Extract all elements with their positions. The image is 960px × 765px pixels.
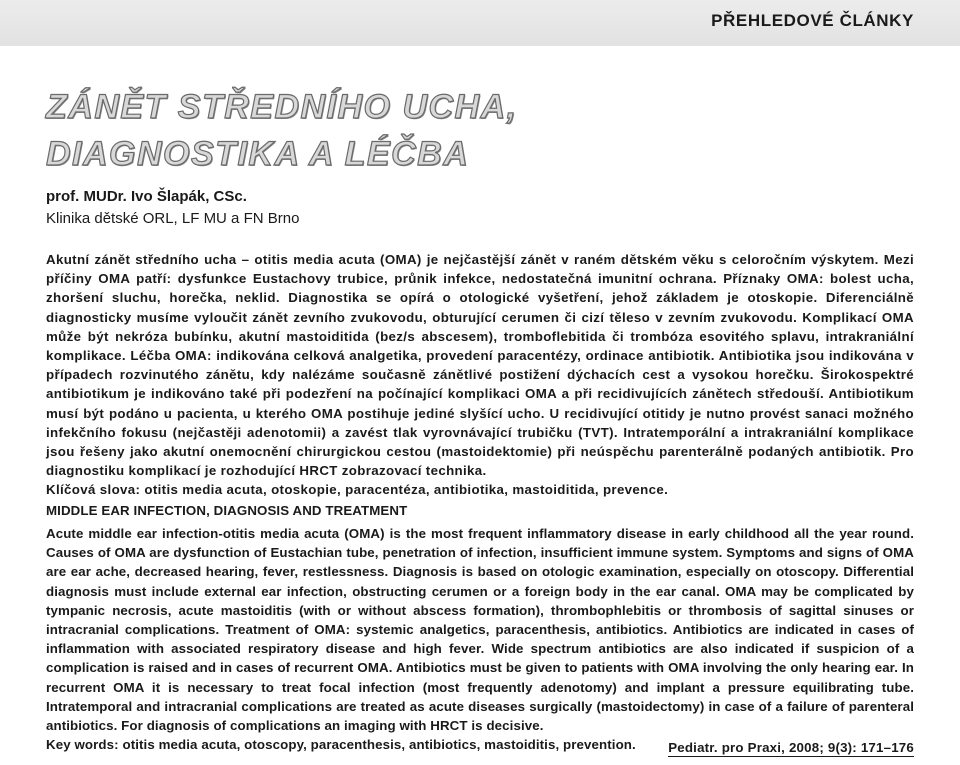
journal-citation: Pediatr. pro Praxi, 2008; 9(3): 171–176	[668, 740, 914, 755]
abstract-english-text: Acute middle ear infection-otitis media acuta (OMA) is the most frequent inflammatory disease in early childhood all the year round. Causes of OMA are dysfunction of Eustachian tube, penetration of infection, insufficient immune system. Symptoms and signs of OMA are ear ache, decreased hearing, fever, restlessness. Diagnosis is based on otologic examination, especially on otoscopy. Differential diagnosis must include external ear infection, obstructing cerumen or a foreign body in the ear canal. OMA may be complicated by tympanic necrosis, acute mastoiditis (with or without abscess formation), thrombophlebitis or thrombosis of sagittal sinuses or intracranial complications. Treatment of OMA: systemic analgetics, paracenthesis, antibiotics. Antibiotics are indicated in cases of inflammation with associated respiratory disease and high fever. Wide spectrum antibiotics are also indicated if suspicion of a complication is raised and in cases of recurrent OMA. Antibiotics must be given to patients with OMA involving the only hearing ear. In recurrent OMA it is necessary to treat focal infection (most frequently adenotomy) and implant a pressure equilibrating tube. Intratemporal and intracranial complications are treated as acute diseases surgically (mastoidectomy) in case of a failure of parenteral antibiotics. For diagnosis of complications an imaging with HRCT is decisive.	[46, 526, 914, 734]
author-affiliation: Klinika dětské ORL, LF MU a FN Brno	[46, 210, 300, 227]
header-bar	[0, 0, 960, 46]
author-name: prof. MUDr. Ivo Šlapák, CSc.	[46, 188, 247, 205]
abstract-english-heading: MIDDLE EAR INFECTION, DIAGNOSIS AND TREATMENT	[46, 503, 408, 518]
article-title-line-2: DIAGNOSTIKA A LÉČBA	[46, 135, 470, 173]
abstract-english	[46, 524, 914, 754]
keywords-czech: Klíčová slova: otitis media acuta, otoskopie, paracentéza, antibiotika, mastoiditida, prevence.	[46, 482, 669, 498]
article-title	[46, 84, 846, 178]
keywords-english: Key words: otitis media acuta, otoscopy, paracenthesis, antibiotics, mastoiditis, prevention.	[46, 737, 636, 753]
article-title-line-1: ZÁNĚT STŘEDNÍHO UCHA,	[46, 88, 518, 126]
abstract-czech-text: Akutní zánět středního ucha – otitis media acuta (OMA) je nejčastější zánět v raném dětském věku s celoročním výskytem. Mezi příčiny OMA patří: dysfunkce Eustachovy trubice, průnik infekce, nedostatečná imunitní ochrana. Příznaky OMA: bolest ucha, zhoršení sluchu, horečka, neklid. Diagnostika se opírá o otologické vyšetření, jehož základem je otoskopie. Diferenciálně diagnosticky musíme vyloučit zánět zevního zvukovodu, obturující cerumen či cizí těleso v zevním zvukovodu. Komplikací OMA může být nekróza bubínku, akutní mastoiditida (bez/s abscesem), tromboflebitida či trombóza esovitého splavu, intrakraniální komplikace. Léčba OMA: indikována celková analgetika, provedení paracentézy, ordinace antibiotik. Antibiotika jsou indikována v případech rozvinutého zánětu, kdy nalézáme současně zánětlivé postižení dýchacích cest a vysokou horečku. Širokospektré antibiotikum je indikováno také při podezření na počínající komplikaci OMA a při recidivujících zánětech středouší. Antibiotikum musí být podáno u pacienta, u kterého OMA postihuje jediné slyšící ucho. U recidivující otitidy je nutno provést sanaci možného infekčního fokusu (nejčastěji adenotomii) a zavést tlak vyrovnávající trubičku (TVT). Intratemporální a intrakraniální komplikace jsou řešeny jako akutní onemocnění chirurgickou cestou (mastoidektomie) při neúspěchu parenterálně podaných antibiotik. Pro diagnostiku komplikací je rozhodující HRCT zobrazovací technika.	[46, 252, 914, 479]
abstract-czech	[46, 250, 914, 500]
section-label: PŘEHLEDOVÉ ČLÁNKY	[711, 11, 914, 30]
